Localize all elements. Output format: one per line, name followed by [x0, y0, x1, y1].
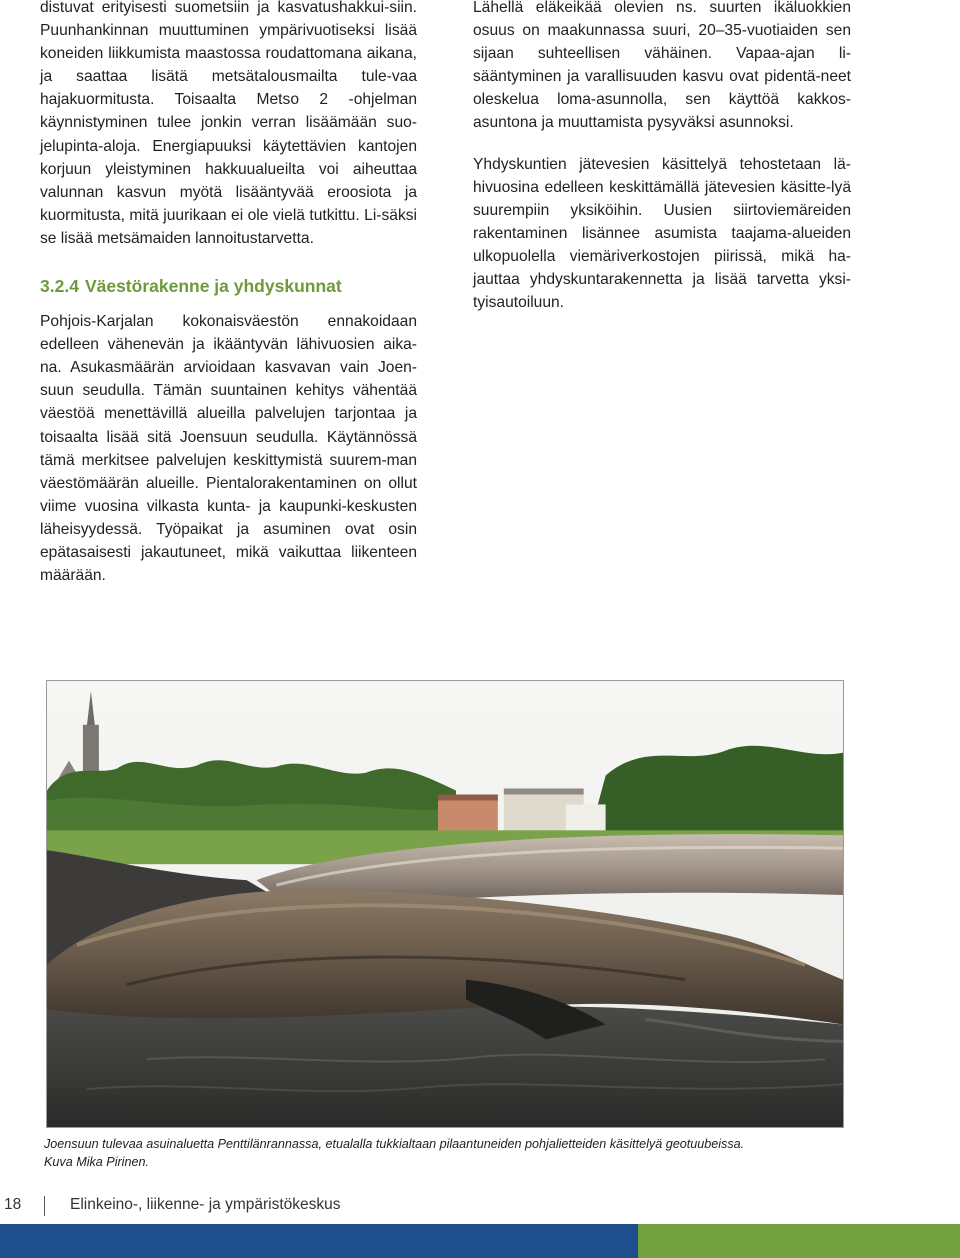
- right-paragraph-2: Yhdyskuntien jätevesien käsittelyä tehostetaan lä-hivuosina edelleen keskittämällä jätevesien käsitte-lyä suurempiin yksiköihin. Uusien siirtoviemäreiden rakentaminen lisännee asumista taajama-alueiden ulkopuolella viemäriverkostojen piirissä, mikä ha-jauttaa yhdyskuntarakennetta ja lisää tarvetta yksi-tyisautoiluun.: [473, 155, 851, 312]
- page-footer: [0, 1194, 960, 1220]
- page-number: 18: [4, 1196, 22, 1213]
- photo-caption: [44, 1135, 904, 1171]
- footer-band-blue: [0, 1224, 638, 1258]
- footer-divider: [44, 1196, 45, 1216]
- left-paragraph-1: distuvat erityisesti suometsiin ja kasvatushakkui-siin. Puunhankinnan muuttuminen ympärivuotiseksi lisää koneiden liikkumista maastossa roudattomana aikana, ja saattaa lisätä metsätalousmailta tule-vaa hajakuormitusta. Toisaalta Metso 2 -ohjelman käynnistyminen tulee jonkin verran lisäämään suo-jelupinta-aloja. Energiapuuksi käytettävien kantojen korjuun yleistyminen hakkuualueilta voi aiheuttaa valunnan kasvun myötä lisääntyvää eroosiota ja kuormitusta, mitä juurikaan ei ole vielä tutkittu. Li-säksi se lisää metsämaiden lannoitustarvetta.: [40, 0, 417, 247]
- right-text-column: [473, 0, 851, 314]
- section-heading: [40, 274, 417, 298]
- footer-band-green: [638, 1224, 960, 1258]
- geotube-photo: [46, 680, 844, 1128]
- section-title: Väestörakenne ja yhdyskunnat: [84, 276, 342, 297]
- right-paragraph-1: Lähellä eläkeikää olevien ns. suurten ikäluokkien osuus on maakunnassa suuri, 20–35-vuotiaiden sen sijaan suhteellisen vähäinen. Vapaa-ajan li-sääntyminen ja varallisuuden kasvu ovat pidentä-neet oleskelua loma-asunnolla, sen käyttöä kakkos-asuntona ja muuttamista pysyväksi asunnoksi.: [473, 0, 851, 132]
- publisher-name: Elinkeino-, liikenne- ja ympäristökeskus: [70, 1196, 341, 1213]
- caption-credit: Kuva Mika Pirinen.: [44, 1155, 149, 1169]
- left-paragraph-2: Pohjois-Karjalan kokonaisväestön ennakoidaan edelleen vähenevän ja ikääntyvän lähivuosien aika-na. Asukasmäärän arvioidaan kasvavan vain Joen-suun seudulla. Tämän suuntainen kehitys vähentää väestöä menettävillä alueilla palvelujen tarjontaa ja toisaalta lisää sitä Joensuun seudulla. Käytännössä tämä merkitsee palvelujen keskittymistä suurem-man väestömäärän alueille. Pientalorakentaminen on ollut viime vuosina vilkasta kunta- ja kaupunki-keskusten läheisyydessä. Työpaikat ja asuminen ovat osin epätasaisesti jakautuneet, mikä vaikuttaa liikenteen määrään.: [40, 313, 417, 585]
- caption-text: Joensuun tulevaa asuinaluetta Penttilänrannassa, etualalla tukkialtaan pilaantuneiden pohjalietteiden käsittelyä geotuubeissa.: [44, 1137, 745, 1151]
- left-text-column: [40, 0, 417, 587]
- section-number: 3.2.4: [40, 276, 79, 297]
